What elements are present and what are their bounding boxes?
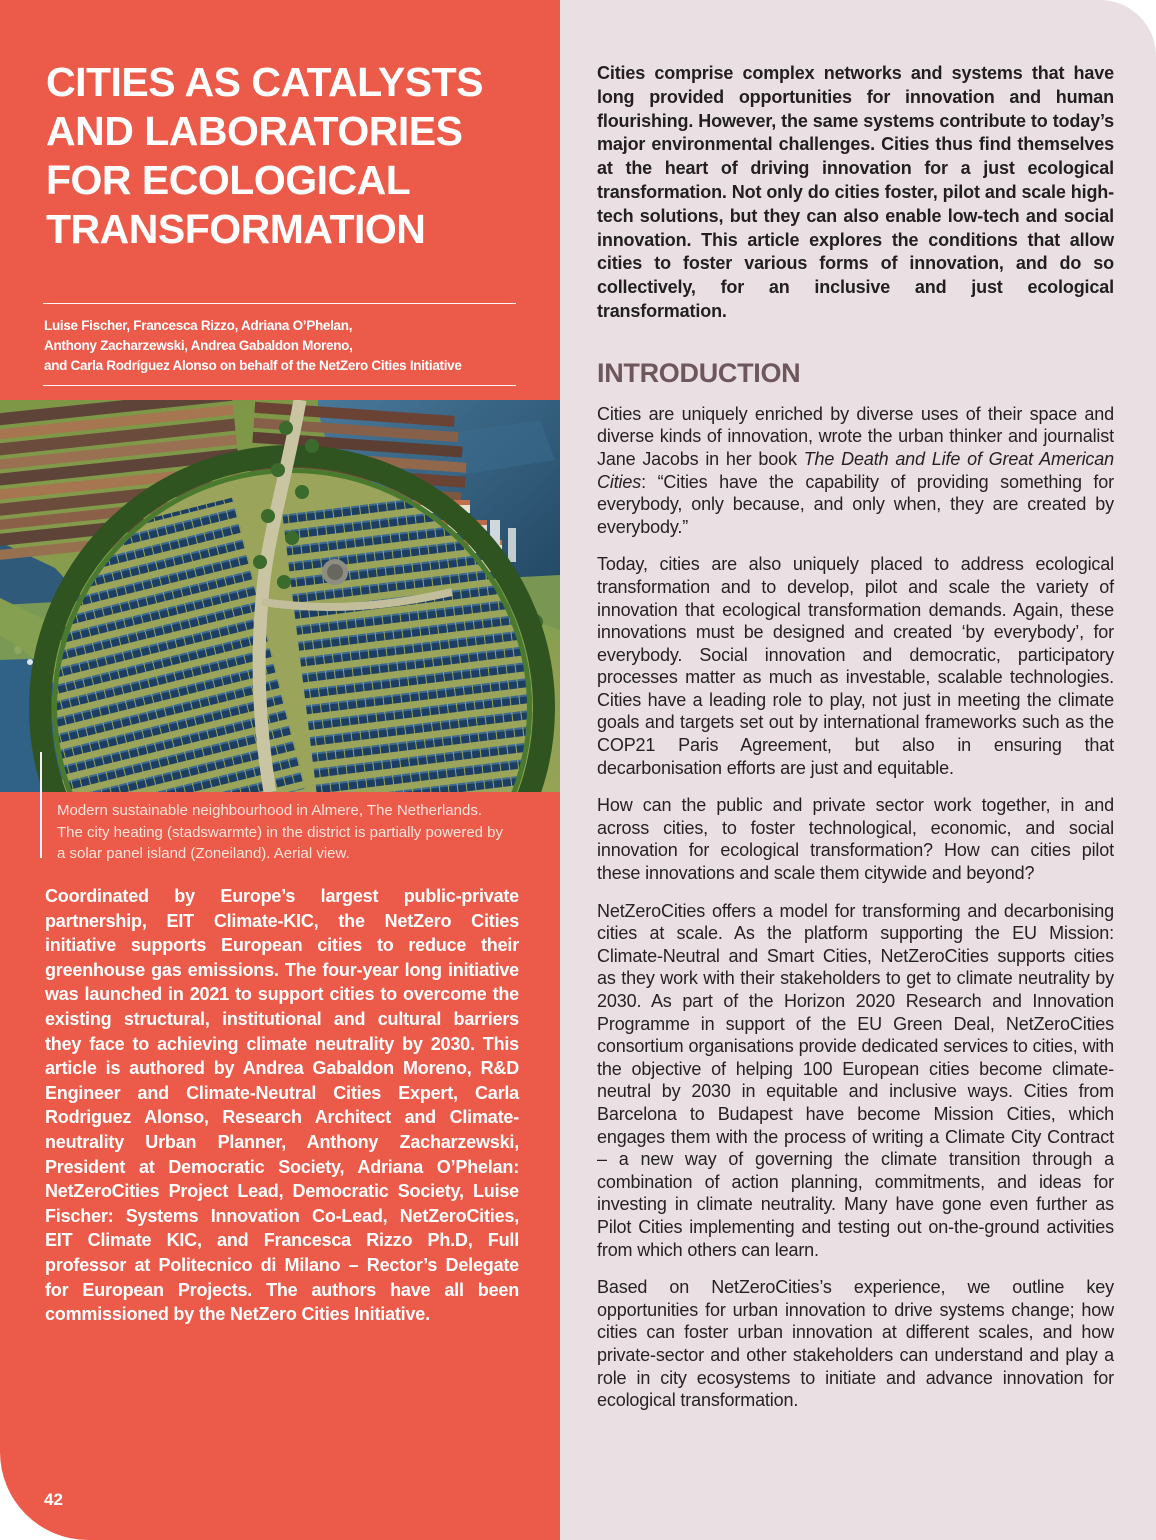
left-column-panel [0,0,560,1540]
title-line: CITIES AS CATALYSTS [46,59,483,105]
byline-divider-top [43,303,516,304]
title-line: FOR ECOLOGICAL [46,157,411,203]
body-paragraph: Cities are uniquely enriched by diverse uses of their space and diverse kinds of innovation, wrote the urban thinker and journalist Jane Jacobs in her book The Death and Life of Great American Cities: “Cities have the capability of providing something for everybody, only because, and only when, they are created by everybody.” [597,403,1114,537]
body-paragraph: NetZeroCities offers a model for transforming and decarbonising cities at scale. As the platform supporting the EU Mission: Climate-Neutral and Smart Cities, NetZeroCities supports cities as they work with their stakeholders to get to climate neutrality by 2030. As part of the Horizon 2020 Research and Innovation Programme in support of the EU Green Deal, NetZeroCities consortium organisations provide dedicated services to cities, with the objective of helping 100 European cities become climate-neutral by 2030 in equitable and inclusive ways. Cities from Barcelona to Budapest have become Mission Cities, which engages them with the process of writing a Climate City Contract – a new way of governing the climate transition through a combination of action planning, commitments, and ideas for investing in climate neutrality. Many have gone even further as Pilot Cities implementing and testing out on-the-ground activities from which others can learn. [597,900,1114,1260]
title-line: AND LABORATORIES [46,108,463,154]
lead-paragraph: Cities comprise complex networks and systems that have long provided opportunities for innovation and human flourishing. However, the same systems contribute to today’s major environmental challenges. Cities thus find themselves at the heart of driving innovation for a just ecological transformation. Not only do cities foster, pilot and scale high-tech solutions, but they can also enable low-tech and social innovation. This article explores the conditions that allow cities to foster various forms of innovation, and do so collectively, for an inclusive and just ecological transformation. [597,63,1114,321]
byline-divider-bottom [43,385,516,386]
article-photo-aerial-solar-island [0,400,560,792]
article-title [46,58,526,254]
body-paragraph: Today, cities are also uniquely placed to address ecological transformation and to develop, pilot and scale the variety of innovation that ecological transformation demands. Again, these innovations must be designed and created ‘by everybody’, for everybody. Social innovation and democratic, participatory processes matter as much as investable, scalable technologies. Cities have a leading role to play, not just in meeting the climate goals and targets set out by international frameworks such as the COP21 Paris Agreement, but also in ensuring that decarbonisation efforts are just and equitable. [597,554,1114,778]
section-heading-introduction: INTRODUCTION [597,357,801,388]
body-paragraph: How can the public and private sector work together, in and across cities, to foster technological, economic, and social innovation for ecological transformation? How can cities pilot these innovations and scale them citywide and beyond? [597,795,1114,884]
page-number: 42 [44,1490,63,1509]
author-byline [44,316,462,376]
author-line: and Carla Rodríguez Alonso on behalf of the NetZero Cities Initiative [44,358,462,373]
title-line: TRANSFORMATION [46,206,426,252]
right-column-panel [560,0,1156,1540]
caption-marker-line [40,752,42,858]
photo-caption: Modern sustainable neighbourhood in Almere, The Netherlands. The city heating (stadswarmte) in the district is partially powered by a solar panel island (Zoneiland). Aerial view. [57,802,504,862]
standfirst-paragraph: Coordinated by Europe’s largest public-private partnership, EIT Climate-KIC, the NetZero Cities initiative supports European cities to reduce their greenhouse gas emissions. The four-year long initiative was launched in 2021 to support cities to overcome the existing structural, institutional and cultural barriers they face to achieving climate neutrality by 2030. This article is authored by Andrea Gabaldon Moreno, R&D Engineer and Climate-Neutral Cities Expert, Carla Rodriguez Alonso, Research Architect and Climate-neutrality Urban Planner, Anthony Zacharzewski, President at Democratic Society, Adriana O’Phelan: NetZeroCities Project Lead, Democratic Society, Luise Fischer: Systems Innovation Co-Lead, NetZeroCities, EIT Climate KIC, and Francesca Rizzo Ph.D, Full professor at Politecnico di Milano – Rector’s Delegate for European Projects. The authors have all been commissioned by the NetZero Cities Initiative. [45,886,519,1325]
author-line: Anthony Zacharzewski, Andrea Gabaldon Moreno, [44,338,353,353]
author-line: Luise Fischer, Francesca Rizzo, Adriana O’Phelan, [44,318,353,333]
body-paragraph: Based on NetZeroCities’s experience, we outline key opportunities for urban innovation to drive systems change; how cities can foster urban innovation at different scales, and how private-sector and other stakeholders can understand and play a role in city ecosystems to initiate and advance innovation for ecological transformation. [597,1277,1114,1411]
